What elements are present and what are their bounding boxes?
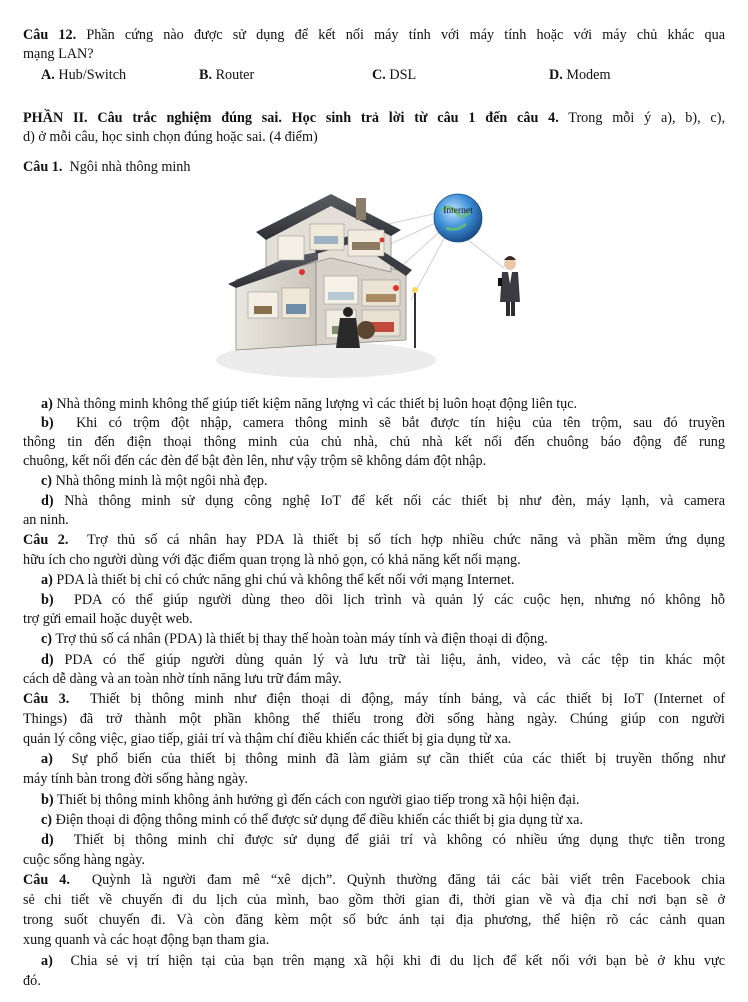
c3-b: b) Thiết bị thông minh không ảnh hưởng gì đến cách con người giao tiếp trong xã hội hiện đại. [41, 792, 580, 808]
part2-instruction: Trong mỗi ý a), b), c), [568, 110, 725, 126]
c2-d-line-2: cách dễ dàng và an toàn nhờ tính năng lưu trữ đám mây. [23, 671, 342, 687]
c2-b-line-1: b) PDA có thể giúp người dùng theo dõi lịch trình và quản lý các cuộc hẹn, nhưng nó không hỗ [41, 592, 726, 608]
smart-house-illustration [206, 180, 546, 392]
c3-d-line-2: cuộc sống hàng ngày. [23, 852, 146, 868]
c3-label: Câu 3. [23, 691, 70, 707]
q12-option-b: B. Router [199, 67, 255, 83]
c2-d-line-1: d) PDA có thể giúp người dùng quản lý và lưu trữ tài liệu, ảnh, video, và các tệp tin khác một [41, 652, 726, 668]
c1-b-line-1: b) Khi có trộm đột nhập, camera thông minh sẽ bắt được tín hiệu của tên trộm, sau đó truyền [41, 415, 725, 431]
c3-d-line-1: d) Thiết bị thông minh chỉ được sử dụng để giải trí và không có nhiều ứng dụng thực tiễn trong [41, 832, 725, 848]
part2-instruction-line-2: d) ở mỗi câu, học sinh chọn đúng hoặc sai. (4 điểm) [23, 129, 318, 145]
c4-line-2: sẻ chi tiết về chuyến đi du lịch của mình, bao gồm thời gian đi, thời gian về và địa chỉ nơi bạn sẽ ở [23, 892, 725, 908]
c4-line-1: Câu 4. Quỳnh là người đam mê “xê dịch”. Quỳnh thường đăng tải các bài viết trên Facebook chia [23, 872, 725, 888]
c1-d-line-2: an ninh. [23, 512, 69, 528]
c3-line-2: Things) đã trở thành một phần không thể thiếu trong đời sống hàng ngày. Chúng giúp con người [23, 711, 725, 727]
c2-c: c) Trợ thủ số cá nhân (PDA) là thiết bị thay thế hoàn toàn máy tính và điện thoại di động. [41, 631, 548, 647]
q12-label: Câu 12. [23, 27, 77, 43]
c4-label: Câu 4. [23, 872, 70, 888]
c1-heading [23, 158, 191, 176]
part2-heading-line [23, 109, 725, 127]
man-with-phone [498, 256, 520, 316]
smart-house-figure [206, 180, 546, 392]
globe-icon [434, 194, 482, 242]
c3-c: c) Điện thoại di động thông minh có thể được sử dụng để điều khiển các thiết bị gia dụng từ xa. [41, 812, 584, 828]
q12-text: Phần cứng nào được sử dụng để kết nối máy tính với máy tính hoặc với máy chủ khác qua [86, 27, 725, 43]
internet-label: Internet [443, 206, 473, 216]
q12-line-2: mạng LAN? [23, 46, 94, 62]
c2-a: a) PDA là thiết bị chỉ có chức năng ghi chú và không thể kết nối với mạng Internet. [41, 572, 515, 588]
c1-d-line-1: d) Nhà thông minh sử dụng công nghệ IoT để kết nối các thiết bị như đèn, máy lạnh, và camera [41, 493, 726, 509]
c2-line-2: hữu ích cho người dùng với đặc điểm quan trọng là nhỏ gọn, có khả năng kết nối mạng. [23, 552, 521, 568]
c4-line-4: xung quanh và các hoạt động bạn tham gia. [23, 932, 270, 948]
c1-b-line-3: chuông, kết nối đến các đèn để bật đèn lên, như vậy trộm sẽ không dám đột nhập. [23, 453, 487, 469]
q12-option-a: A. Hub/Switch [41, 67, 127, 83]
c1-b-line-2: thông tin đến điện thoại thông minh của chủ nhà, chủ nhà kết nối đến chuông báo động để rung [23, 434, 725, 450]
c4-a-line-2: đó. [23, 973, 41, 989]
c3-a-line-1: a) Sự phổ biến của thiết bị thông minh đã làm giảm sự cần thiết của các thiết bị truyền thống như [41, 751, 725, 767]
c1-a: a) Nhà thông minh không thể giúp tiết kiệm năng lượng vì các thiết bị luôn hoạt động liên tục. [41, 396, 578, 412]
q12-line-1 [23, 26, 725, 44]
c2-line-1: Câu 2. Trợ thủ số cá nhân hay PDA là thiết bị số tích hợp nhiều chức năng và phần mềm ứng dụng [23, 532, 725, 548]
c1-c: c) Nhà thông minh là một ngôi nhà đẹp. [41, 473, 268, 489]
c4-line-3: trong suốt chuyến đi. Và còn đăng kèm một số bức ảnh tại địa phương, thể hiện rõ các cảnh quan [23, 912, 725, 928]
c1-label: Câu 1. [23, 159, 63, 175]
part2-heading: PHẦN II. Câu trắc nghiệm đúng sai. Học sinh trả lời từ câu 1 đến câu 4. [23, 110, 559, 126]
c1-title: Ngôi nhà thông minh [69, 159, 191, 175]
c3-line-1: Câu 3. Thiết bị thông minh như điện thoại di động, máy tính bảng, và các thiết bị IoT (Internet of [23, 691, 725, 707]
c2-label: Câu 2. [23, 532, 69, 548]
c4-a-line-1: a) Chia sẻ vị trí hiện tại của bạn trên mạng xã hội khi đi du lịch để kết nối với bạn bè ở khu vực [41, 953, 725, 969]
c3-line-3: quản lý công việc, giao tiếp, giải trí và thậm chí điều khiển các thiết bị gia dụng từ xa. [23, 731, 512, 747]
c2-b-line-2: trợ gửi email hoặc duyệt web. [23, 611, 193, 627]
q12-option-c: C. DSL [372, 67, 417, 83]
q12-option-d: D. Modem [549, 67, 611, 83]
c3-a-line-2: máy tính bàn trong đời sống hàng ngày. [23, 771, 248, 787]
